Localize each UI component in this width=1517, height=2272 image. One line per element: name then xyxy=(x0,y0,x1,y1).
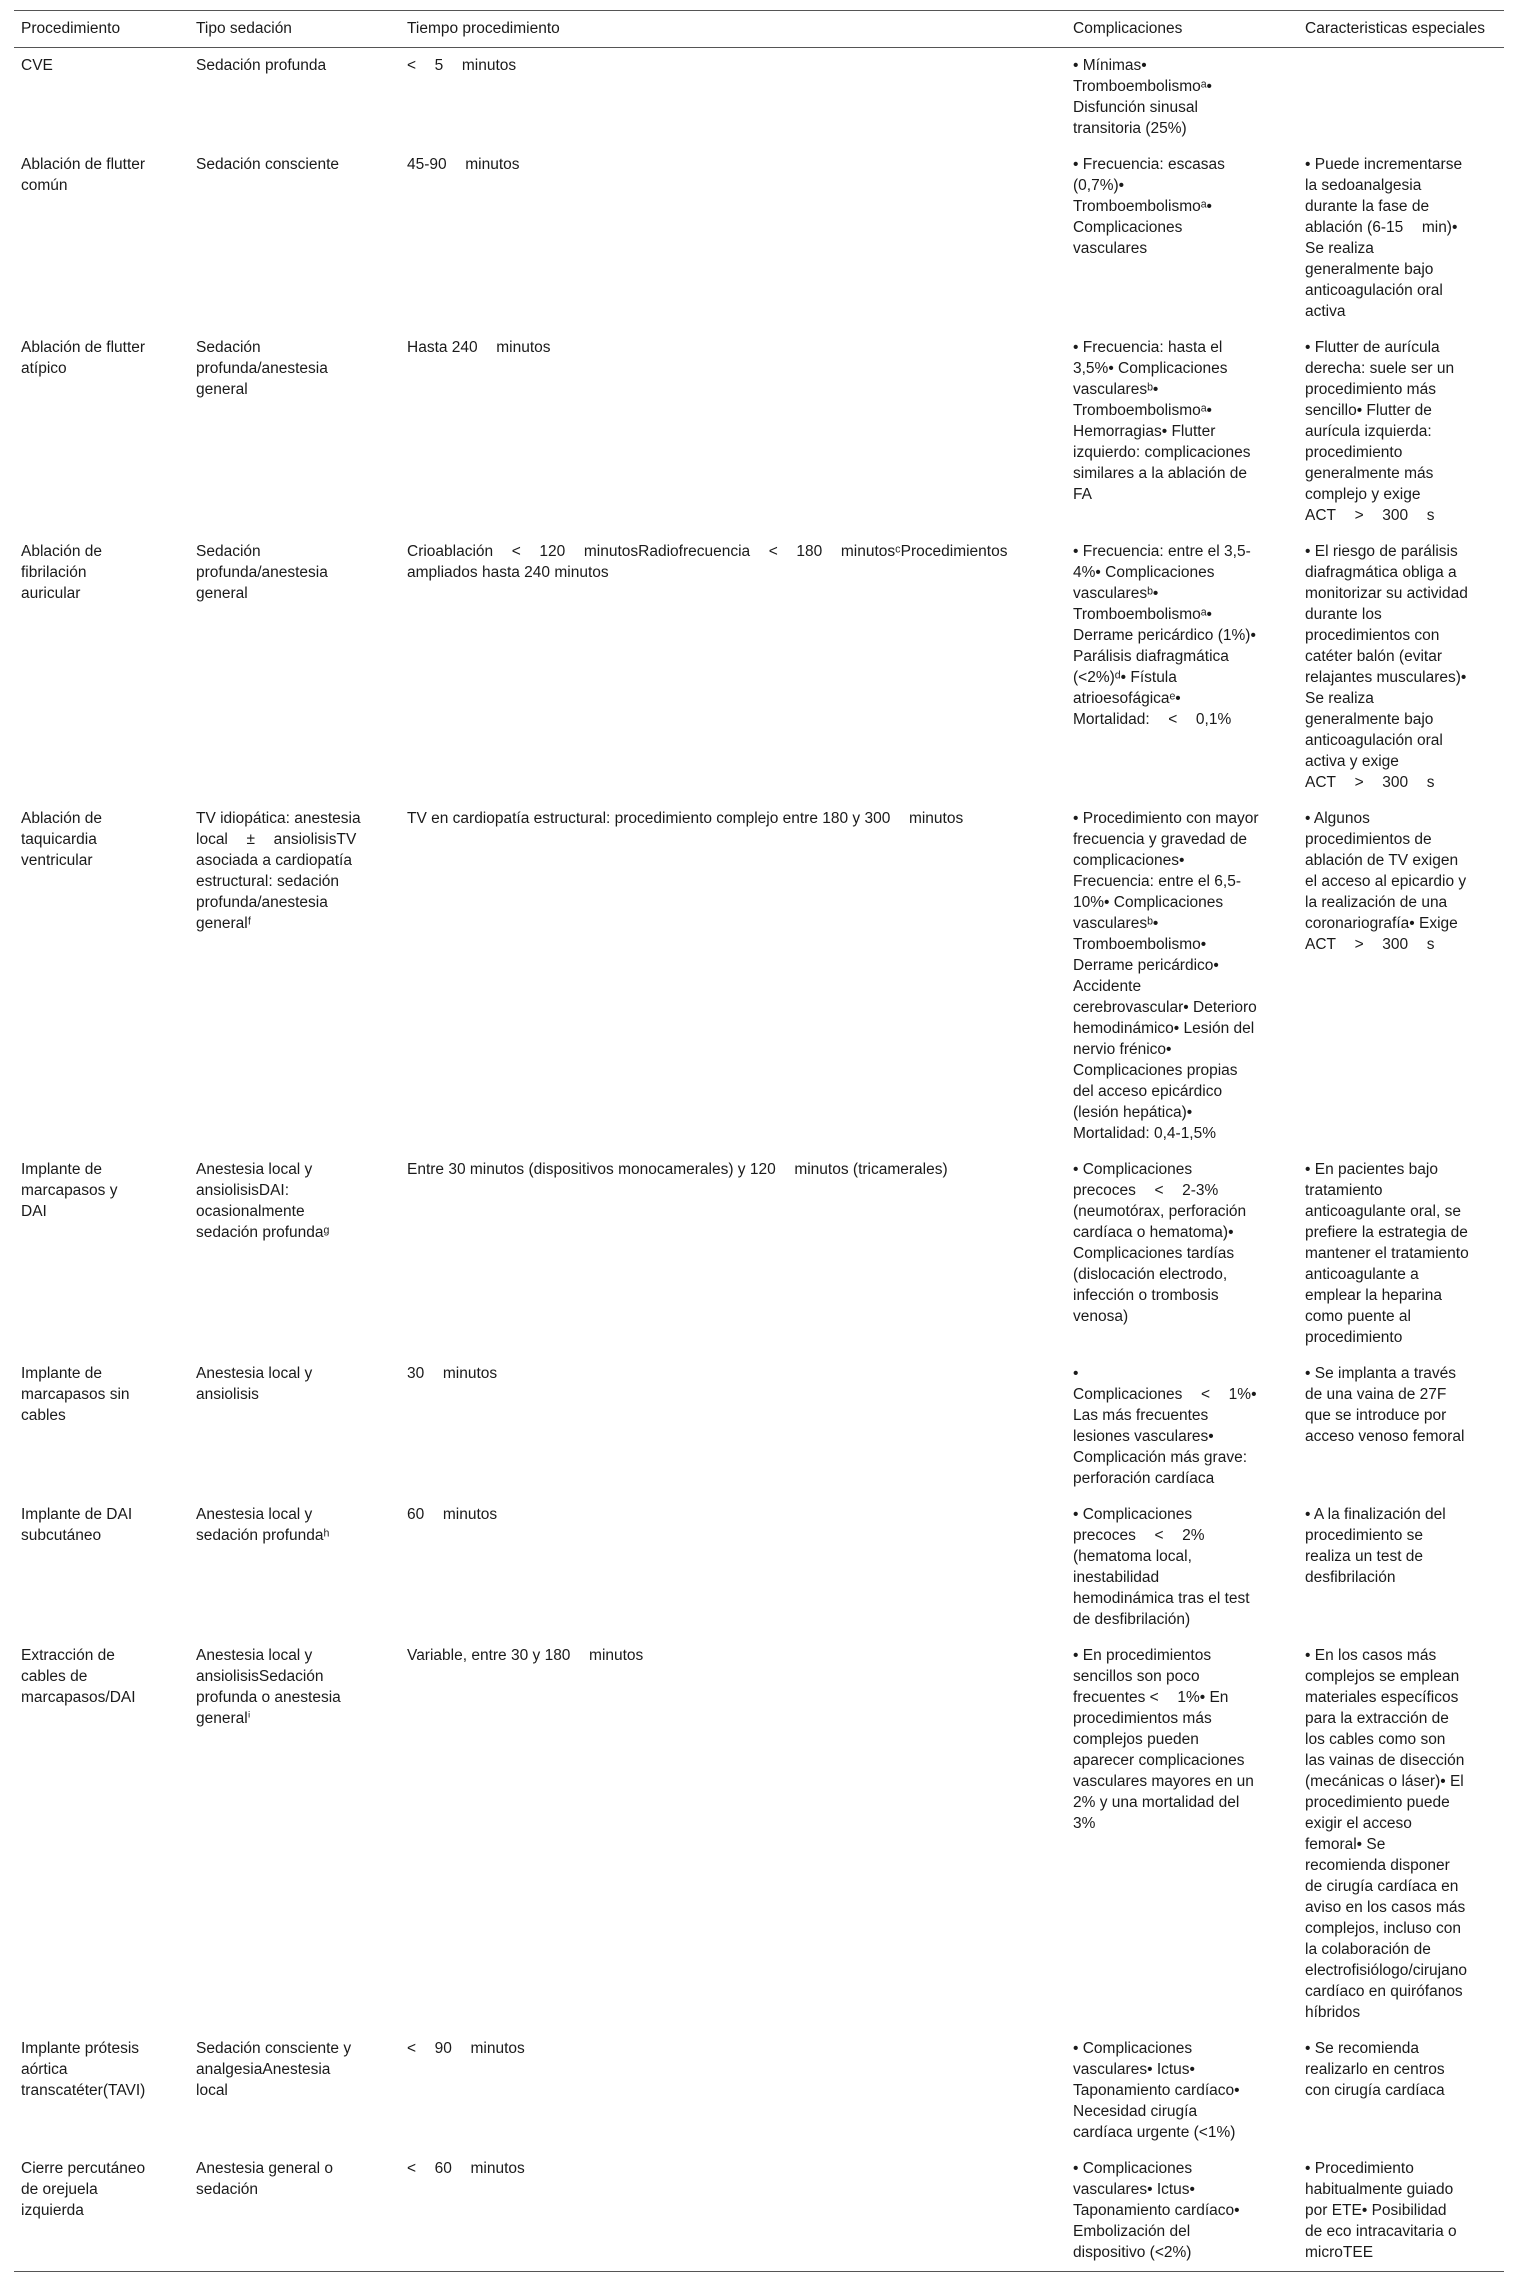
cell-complicaciones: • Complicaciones precoces < 2% (hematoma local, inestabilidad hemodinámica tras el test de desfibrilación) xyxy=(1073,1506,1250,1628)
cell-tiempo: Hasta 240 minutos xyxy=(407,339,551,356)
cell-tiempo: 45-90 minutos xyxy=(407,156,520,173)
cell-procedimiento: Implante de DAI subcutáneo xyxy=(21,1506,133,1544)
cell-sedacion: Anestesia local y ansiolisis xyxy=(196,1365,313,1403)
cell-especiales: • Se implanta a través de una vaina de 27F que se introduce por acceso venoso femoral xyxy=(1305,1365,1465,1445)
cell-sedacion: Anestesia general o sedación xyxy=(196,2160,334,2198)
table-row xyxy=(14,1497,1504,1638)
cell-complicaciones: • Frecuencia: escasas (0,7%)• Tromboembolismoᵃ• Complicaciones vasculares xyxy=(1073,156,1225,257)
cell-complicaciones: • En procedimientos sencillos son poco frecuentes < 1%• En procedimientos más complejos pueden aparecer complicaciones vasculares mayores en un 2% y una mortalidad del 3% xyxy=(1073,1647,1254,1832)
cell-complicaciones: • Complicaciones < 1%• Las más frecuentes lesiones vasculares• Complicación más grave: perforación cardíaca xyxy=(1073,1365,1257,1487)
cell-especiales: • Se recomienda realizarlo en centros con cirugía cardíaca xyxy=(1305,2040,1445,2099)
cell-sedacion: Anestesia local y sedación profundaʰ xyxy=(196,1506,330,1544)
table-row xyxy=(14,534,1504,801)
table-row xyxy=(14,147,1504,330)
cell-especiales: • Procedimiento habitualmente guiado por ETE• Posibilidad de eco intracavitaria o microTEE xyxy=(1305,2160,1457,2261)
cell-especiales xyxy=(1298,48,1504,148)
table-row xyxy=(14,2031,1504,2151)
cell-procedimiento: Implante de marcapasos sin cables xyxy=(21,1365,130,1424)
table-row xyxy=(14,330,1504,534)
cell-procedimiento: Cierre percutáneo de orejuela izquierda xyxy=(21,2160,146,2219)
header-caracteristicas: Caracteristicas especiales xyxy=(1305,20,1486,37)
cell-procedimiento: CVE xyxy=(21,57,53,74)
table-header-row xyxy=(14,11,1504,48)
procedures-table xyxy=(14,10,1504,2272)
cell-complicaciones: • Complicaciones vasculares• Ictus• Taponamiento cardíaco• Embolización del dispositivo (<2%) xyxy=(1073,2160,1240,2261)
table-row xyxy=(14,2151,1504,2272)
cell-sedacion: Sedación consciente xyxy=(196,156,340,173)
header-procedimiento: Procedimiento xyxy=(21,20,121,37)
table-body xyxy=(14,48,1504,2272)
cell-especiales: • En pacientes bajo tratamiento anticoagulante oral, se prefiere la estrategia de mantener el tratamiento anticoagulante a emplear la heparina como puente al procedimiento xyxy=(1305,1161,1469,1346)
cell-especiales: • Algunos procedimientos de ablación de TV exigen el acceso al epicardio y la realización de una coronariografía• Exige ACT > 300 s xyxy=(1305,810,1467,953)
cell-sedacion: Sedación profunda/anestesia general xyxy=(196,339,328,398)
table-row xyxy=(14,1152,1504,1356)
cell-procedimiento: Implante de marcapasos y DAI xyxy=(21,1161,118,1220)
cell-especiales: • Flutter de aurícula derecha: suele ser un procedimiento más sencillo• Flutter de aurícula izquierda: procedimiento generalmente más complejo y exige ACT > 300 s xyxy=(1305,339,1455,524)
cell-sedacion: Anestesia local y ansiolisisSedación profunda o anestesia generalⁱ xyxy=(196,1647,341,1727)
cell-tiempo: 30 minutos xyxy=(407,1365,498,1382)
cell-procedimiento: Implante prótesis aórtica transcatéter(TAVI) xyxy=(21,2040,146,2099)
table-row xyxy=(14,1356,1504,1497)
cell-procedimiento: Ablación de flutter atípico xyxy=(21,339,146,377)
cell-complicaciones: • Frecuencia: entre el 3,5- 4%• Complicaciones vascularesᵇ• Tromboembolismoᵃ• Derrame pericárdico (1%)• Parálisis diafragmática (<2%)ᵈ• Fístula atrioesofágicaᵉ• Mortalidad: < 0,1% xyxy=(1073,543,1256,728)
header-tipo-sedacion: Tipo sedación xyxy=(196,20,292,37)
cell-especiales: • Puede incrementarse la sedoanalgesia durante la fase de ablación (6-15 min)• Se realiza generalmente bajo anticoagulación oral activa xyxy=(1305,156,1463,320)
cell-sedacion: Anestesia local y ansiolisisDAI: ocasionalmente sedación profundaᵍ xyxy=(196,1161,330,1241)
cell-tiempo: Variable, entre 30 y 180 minutos xyxy=(407,1647,644,1664)
header-complicaciones: Complicaciones xyxy=(1073,20,1183,37)
table-row xyxy=(14,801,1504,1152)
cell-complicaciones: • Mínimas• Tromboembolismoᵃ• Disfunción sinusal transitoria (25%) xyxy=(1073,57,1212,137)
cell-complicaciones: • Frecuencia: hasta el 3,5%• Complicaciones vascularesᵇ• Tromboembolismoᵃ• Hemorragias• Flutter izquierdo: complicaciones similares a la ablación de FA xyxy=(1073,339,1251,503)
cell-tiempo: TV en cardiopatía estructural: procedimiento complejo entre 180 y 300 minutos xyxy=(407,810,964,827)
cell-sedacion: Sedación profunda xyxy=(196,57,327,74)
cell-tiempo: < 5 minutos xyxy=(407,57,517,74)
cell-tiempo: Entre 30 minutos (dispositivos monocamerales) y 120 minutos (tricamerales) xyxy=(407,1161,948,1178)
cell-complicaciones: • Complicaciones vasculares• Ictus• Taponamiento cardíaco• Necesidad cirugía cardíaca urgente (<1%) xyxy=(1073,2040,1240,2141)
cell-tiempo: Crioablación < 120 minutosRadiofrecuencia < 180 minutosᶜProcedimientos ampliados hasta 240 minutos xyxy=(407,543,1008,581)
cell-procedimiento: Ablación de fibrilación auricular xyxy=(21,543,103,602)
cell-tiempo: < 90 minutos xyxy=(407,2040,525,2057)
cell-procedimiento: Ablación de taquicardia ventricular xyxy=(21,810,103,869)
table-row xyxy=(14,48,1504,148)
cell-procedimiento: Ablación de flutter común xyxy=(21,156,146,194)
cell-procedimiento: Extracción de cables de marcapasos/DAI xyxy=(21,1647,136,1706)
cell-sedacion: TV idiopática: anestesia local ± ansiolisisTV asociada a cardiopatía estructural: sedación profunda/anestesia generalᶠ xyxy=(196,810,361,932)
table-row xyxy=(14,1638,1504,2031)
cell-tiempo: 60 minutos xyxy=(407,1506,498,1523)
cell-especiales: • En los casos más complejos se emplean materiales específicos para la extracción de los cables como son las vainas de disección (mecánicas o láser)• El procedimiento puede exigir el acceso femoral• Se recomienda disponer de cirugía cardíaca en aviso en los casos más complejos, incluso con la colaboración de electrofisiólogo/cirujano cardíaco en quirófanos híbridos xyxy=(1305,1647,1467,2021)
cell-complicaciones: • Complicaciones precoces < 2-3% (neumotórax, perforación cardíaca o hematoma)• Complicaciones tardías (dislocación electrodo, infección o trombosis venosa) xyxy=(1073,1161,1247,1325)
cell-sedacion: Sedación consciente y analgesiaAnestesia local xyxy=(196,2040,352,2099)
cell-tiempo: < 60 minutos xyxy=(407,2160,525,2177)
cell-especiales: • El riesgo de parálisis diafragmática obliga a monitorizar su actividad durante los procedimientos con catéter balón (evitar relajantes musculares)• Se realiza generalmente bajo anticoagulación oral activa y exige ACT > 300 s xyxy=(1305,543,1468,791)
cell-sedacion: Sedación profunda/anestesia general xyxy=(196,543,328,602)
cell-complicaciones: • Procedimiento con mayor frecuencia y gravedad de complicaciones• Frecuencia: entre el 6,5- 10%• Complicaciones vascularesᵇ• Tromboembolismo• Derrame pericárdico• Accidente cerebrovascular• Deterioro hemodinámico• Lesión del nervio frénico• Complicaciones propias del acceso epicárdico (lesión hepática)• Mortalidad: 0,4-1,5% xyxy=(1073,810,1259,1142)
header-tiempo: Tiempo procedimiento xyxy=(407,20,560,37)
cell-especiales: • A la finalización del procedimiento se realiza un test de desfibrilación xyxy=(1305,1506,1446,1586)
